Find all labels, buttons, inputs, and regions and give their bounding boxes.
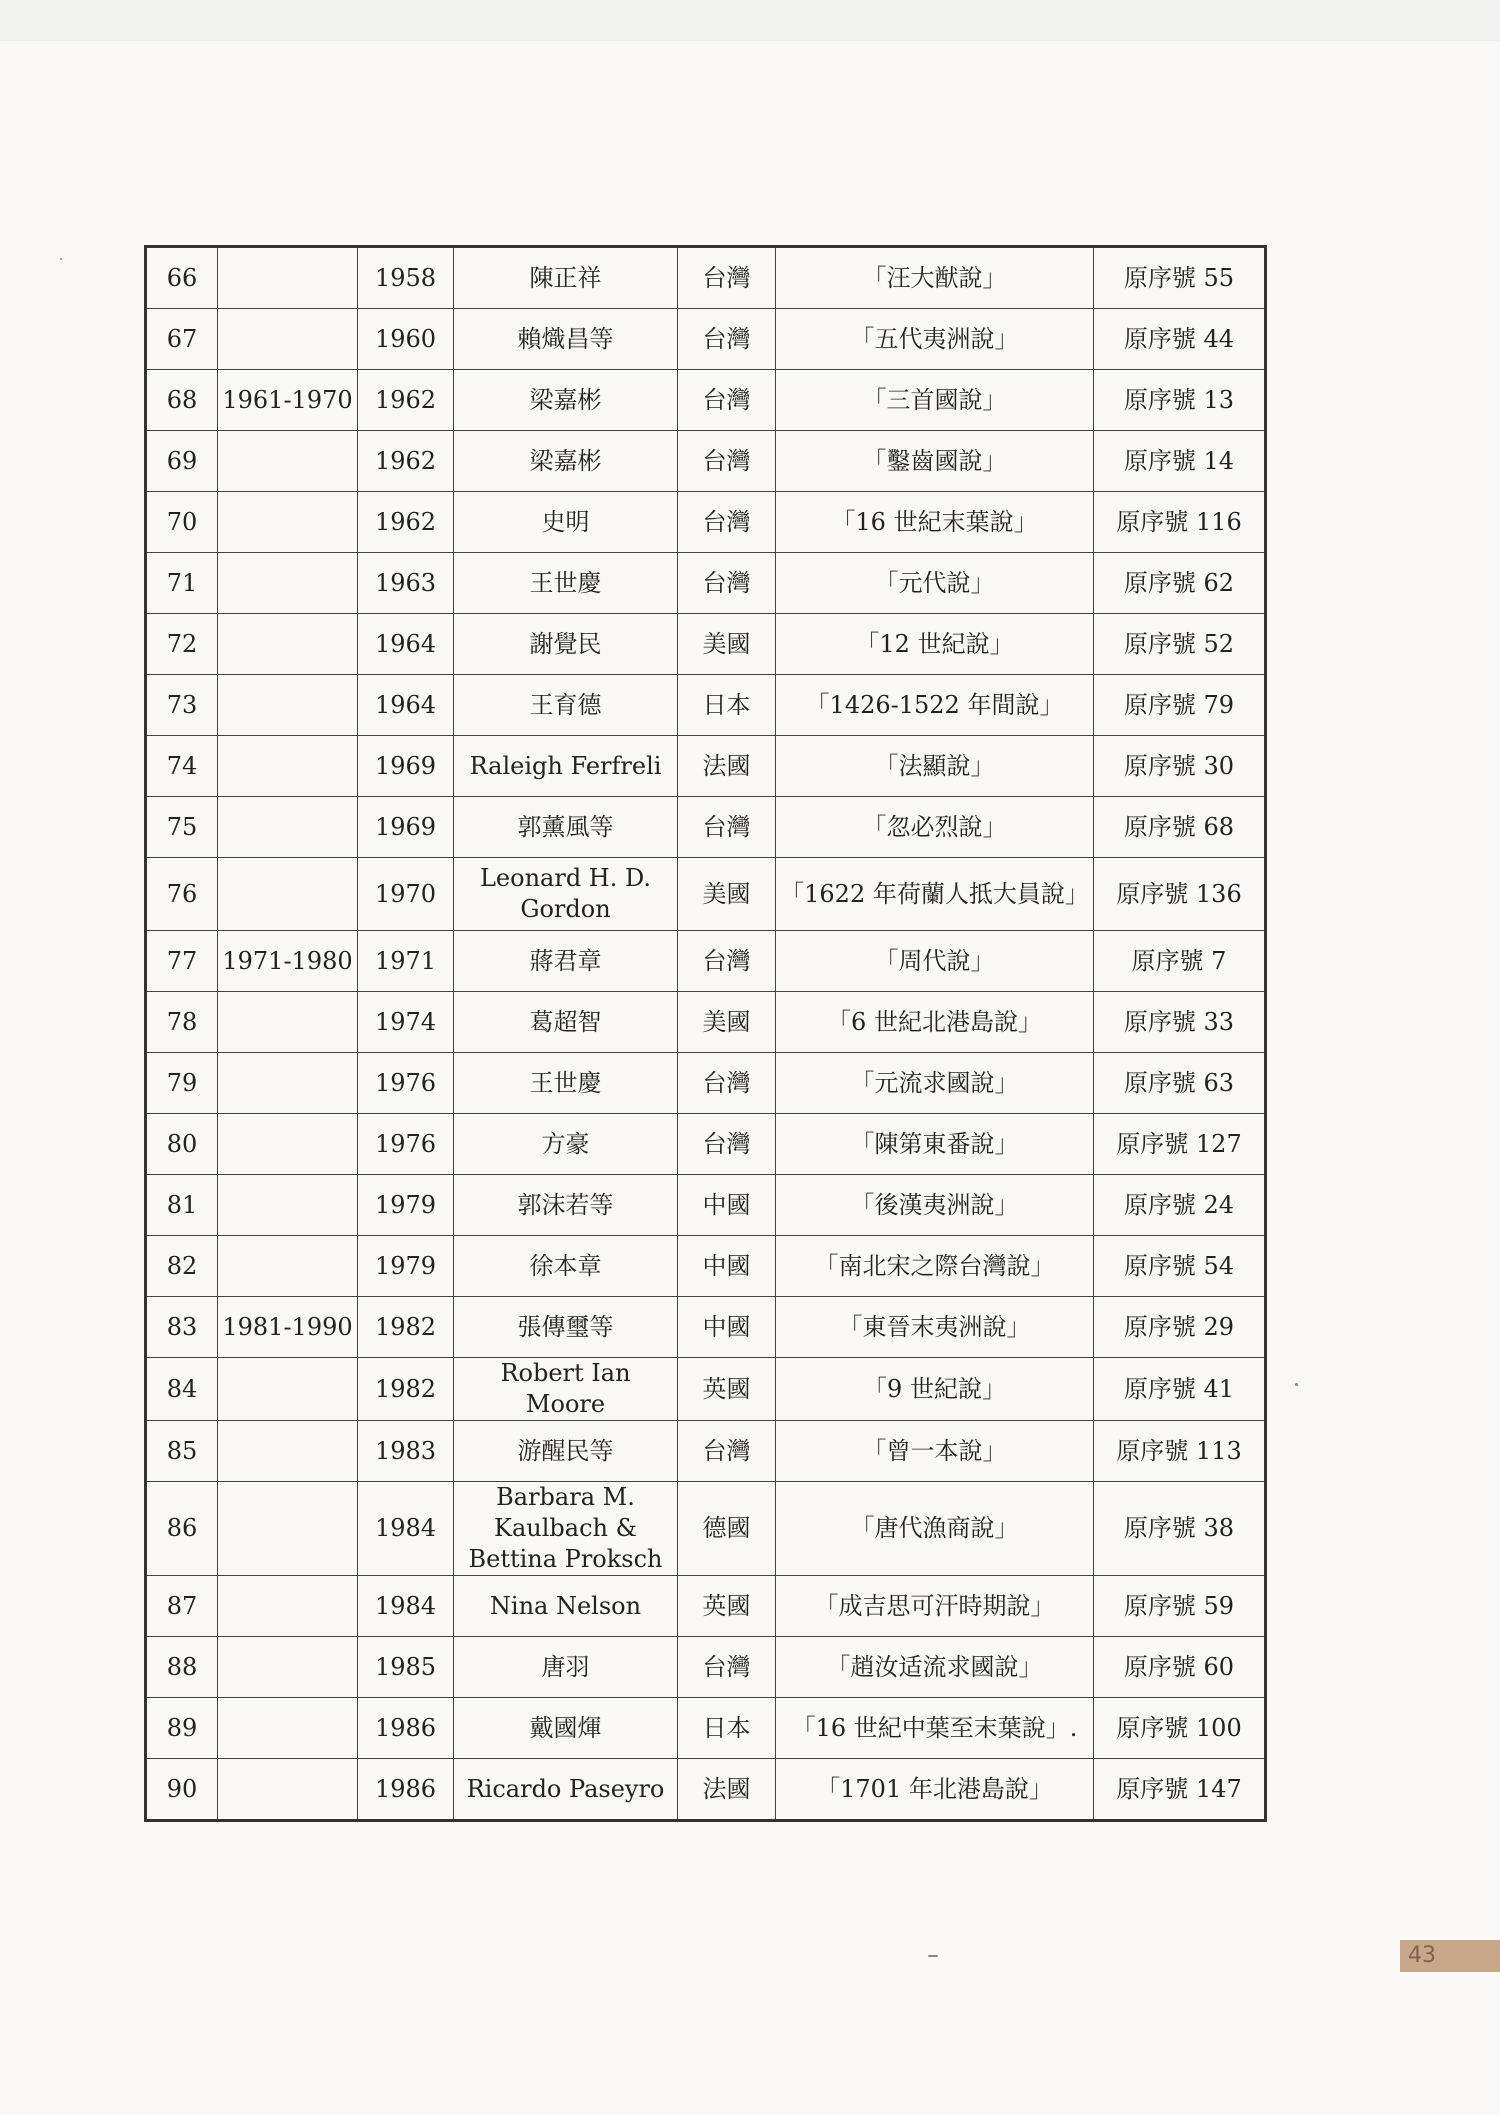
reference-cell: 原序號 44 bbox=[1094, 309, 1266, 370]
year-cell: 1986 bbox=[358, 1698, 454, 1759]
row-number-cell: 80 bbox=[146, 1114, 218, 1175]
reference-cell: 原序號 52 bbox=[1094, 614, 1266, 675]
row-number-cell: 87 bbox=[146, 1576, 218, 1637]
country-cell: 德國 bbox=[678, 1482, 776, 1576]
country-cell: 中國 bbox=[678, 1175, 776, 1236]
decade-cell bbox=[218, 1637, 358, 1698]
row-number-cell: 82 bbox=[146, 1236, 218, 1297]
row-number-cell: 85 bbox=[146, 1421, 218, 1482]
row-number-cell: 90 bbox=[146, 1759, 218, 1821]
row-number-cell: 83 bbox=[146, 1297, 218, 1358]
reference-cell: 原序號 33 bbox=[1094, 992, 1266, 1053]
year-cell: 1960 bbox=[358, 309, 454, 370]
country-cell: 日本 bbox=[678, 675, 776, 736]
theory-cell: 「16 世紀中葉至末葉說」. bbox=[776, 1698, 1094, 1759]
reference-cell: 原序號 136 bbox=[1094, 858, 1266, 931]
author-cell: 徐本章 bbox=[454, 1236, 678, 1297]
year-cell: 1983 bbox=[358, 1421, 454, 1482]
reference-cell: 原序號 30 bbox=[1094, 736, 1266, 797]
decade-cell bbox=[218, 675, 358, 736]
theory-cell: 「曾一本說」 bbox=[776, 1421, 1094, 1482]
decade-cell: 1971-1980 bbox=[218, 931, 358, 992]
decade-cell bbox=[218, 431, 358, 492]
table-row bbox=[146, 992, 1266, 1053]
theory-cell: 「後漢夷洲說」 bbox=[776, 1175, 1094, 1236]
author-cell: 王育德 bbox=[454, 675, 678, 736]
row-number-cell: 67 bbox=[146, 309, 218, 370]
decade-cell bbox=[218, 553, 358, 614]
scan-speck bbox=[60, 258, 62, 260]
author-cell: 郭薰風等 bbox=[454, 797, 678, 858]
theory-cell: 「鑿齒國說」 bbox=[776, 431, 1094, 492]
row-number-cell: 79 bbox=[146, 1053, 218, 1114]
row-number-cell: 76 bbox=[146, 858, 218, 931]
theory-cell: 「16 世紀末葉說」 bbox=[776, 492, 1094, 553]
country-cell: 中國 bbox=[678, 1236, 776, 1297]
reference-cell: 原序號 116 bbox=[1094, 492, 1266, 553]
author-cell: 謝覺民 bbox=[454, 614, 678, 675]
theory-cell: 「趙汝适流求國說」 bbox=[776, 1637, 1094, 1698]
country-cell: 英國 bbox=[678, 1358, 776, 1421]
table-row bbox=[146, 1759, 1266, 1821]
country-cell: 中國 bbox=[678, 1297, 776, 1358]
row-number-cell: 78 bbox=[146, 992, 218, 1053]
author-cell: 張傳璽等 bbox=[454, 1297, 678, 1358]
row-number-cell: 86 bbox=[146, 1482, 218, 1576]
row-number-cell: 68 bbox=[146, 370, 218, 431]
author-cell: 陳正祥 bbox=[454, 247, 678, 309]
table-row bbox=[146, 1297, 1266, 1358]
table-row bbox=[146, 797, 1266, 858]
year-cell: 1984 bbox=[358, 1576, 454, 1637]
row-number-cell: 77 bbox=[146, 931, 218, 992]
country-cell: 台灣 bbox=[678, 553, 776, 614]
theory-cell: 「周代說」 bbox=[776, 931, 1094, 992]
table-row bbox=[146, 431, 1266, 492]
reference-cell: 原序號 68 bbox=[1094, 797, 1266, 858]
author-cell: 王世慶 bbox=[454, 553, 678, 614]
decade-cell bbox=[218, 1482, 358, 1576]
reference-cell: 原序號 55 bbox=[1094, 247, 1266, 309]
reference-cell: 原序號 7 bbox=[1094, 931, 1266, 992]
decade-cell: 1961-1970 bbox=[218, 370, 358, 431]
table-row bbox=[146, 736, 1266, 797]
decade-cell bbox=[218, 492, 358, 553]
theory-cell: 「1622 年荷蘭人抵大員說」 bbox=[776, 858, 1094, 931]
theory-cell: 「1426-1522 年間說」 bbox=[776, 675, 1094, 736]
scan-speck bbox=[1295, 1383, 1298, 1386]
decade-cell bbox=[218, 1175, 358, 1236]
decade-cell bbox=[218, 1114, 358, 1175]
table-row bbox=[146, 1698, 1266, 1759]
year-cell: 1976 bbox=[358, 1114, 454, 1175]
country-cell: 台灣 bbox=[678, 492, 776, 553]
author-cell: 蔣君章 bbox=[454, 931, 678, 992]
table-body bbox=[146, 247, 1266, 1821]
table-row bbox=[146, 1175, 1266, 1236]
year-cell: 1985 bbox=[358, 1637, 454, 1698]
reference-cell: 原序號 59 bbox=[1094, 1576, 1266, 1637]
page-number: 43 bbox=[1400, 1940, 1500, 1972]
reference-cell: 原序號 147 bbox=[1094, 1759, 1266, 1821]
author-cell: 葛超智 bbox=[454, 992, 678, 1053]
year-cell: 1969 bbox=[358, 736, 454, 797]
country-cell: 台灣 bbox=[678, 247, 776, 309]
decade-cell bbox=[218, 247, 358, 309]
scan-speck bbox=[928, 1955, 938, 1957]
year-cell: 1979 bbox=[358, 1175, 454, 1236]
country-cell: 台灣 bbox=[678, 1114, 776, 1175]
author-cell: 游醒民等 bbox=[454, 1421, 678, 1482]
author-cell: 史明 bbox=[454, 492, 678, 553]
decade-cell bbox=[218, 992, 358, 1053]
theory-cell: 「唐代漁商說」 bbox=[776, 1482, 1094, 1576]
author-cell: Robert Ian Moore bbox=[454, 1358, 678, 1421]
table-row bbox=[146, 1358, 1266, 1421]
country-cell: 台灣 bbox=[678, 797, 776, 858]
year-cell: 1962 bbox=[358, 370, 454, 431]
author-cell: Nina Nelson bbox=[454, 1576, 678, 1637]
year-cell: 1976 bbox=[358, 1053, 454, 1114]
theory-cell: 「元代說」 bbox=[776, 553, 1094, 614]
decade-cell: 1981-1990 bbox=[218, 1297, 358, 1358]
year-cell: 1984 bbox=[358, 1482, 454, 1576]
reference-cell: 原序號 29 bbox=[1094, 1297, 1266, 1358]
year-cell: 1969 bbox=[358, 797, 454, 858]
year-cell: 1970 bbox=[358, 858, 454, 931]
year-cell: 1962 bbox=[358, 492, 454, 553]
decade-cell bbox=[218, 614, 358, 675]
author-cell: 王世慶 bbox=[454, 1053, 678, 1114]
table-row bbox=[146, 492, 1266, 553]
row-number-cell: 88 bbox=[146, 1637, 218, 1698]
theory-cell: 「12 世紀說」 bbox=[776, 614, 1094, 675]
year-cell: 1971 bbox=[358, 931, 454, 992]
country-cell: 美國 bbox=[678, 992, 776, 1053]
table-row bbox=[146, 858, 1266, 931]
author-cell: 賴熾昌等 bbox=[454, 309, 678, 370]
country-cell: 台灣 bbox=[678, 370, 776, 431]
reference-cell: 原序號 127 bbox=[1094, 1114, 1266, 1175]
table-row bbox=[146, 1421, 1266, 1482]
author-cell: 梁嘉彬 bbox=[454, 431, 678, 492]
table-row bbox=[146, 1114, 1266, 1175]
scan-top-strip bbox=[0, 0, 1500, 41]
row-number-cell: 81 bbox=[146, 1175, 218, 1236]
theory-cell: 「1701 年北港島說」 bbox=[776, 1759, 1094, 1821]
reference-cell: 原序號 41 bbox=[1094, 1358, 1266, 1421]
author-cell: 梁嘉彬 bbox=[454, 370, 678, 431]
reference-cell: 原序號 38 bbox=[1094, 1482, 1266, 1576]
theory-cell: 「陳第東番說」 bbox=[776, 1114, 1094, 1175]
reference-cell: 原序號 14 bbox=[1094, 431, 1266, 492]
decade-cell bbox=[218, 1698, 358, 1759]
table-row bbox=[146, 675, 1266, 736]
reference-cell: 原序號 63 bbox=[1094, 1053, 1266, 1114]
row-number-cell: 71 bbox=[146, 553, 218, 614]
author-cell: 唐羽 bbox=[454, 1637, 678, 1698]
year-cell: 1986 bbox=[358, 1759, 454, 1821]
table-row bbox=[146, 309, 1266, 370]
theory-cell: 「三首國說」 bbox=[776, 370, 1094, 431]
reference-cell: 原序號 62 bbox=[1094, 553, 1266, 614]
author-cell: 戴國煇 bbox=[454, 1698, 678, 1759]
author-cell: Raleigh Ferfreli bbox=[454, 736, 678, 797]
country-cell: 台灣 bbox=[678, 1053, 776, 1114]
reference-cell: 原序號 100 bbox=[1094, 1698, 1266, 1759]
table-row bbox=[146, 1576, 1266, 1637]
row-number-cell: 73 bbox=[146, 675, 218, 736]
row-number-cell: 75 bbox=[146, 797, 218, 858]
year-cell: 1982 bbox=[358, 1297, 454, 1358]
country-cell: 台灣 bbox=[678, 1421, 776, 1482]
row-number-cell: 70 bbox=[146, 492, 218, 553]
decade-cell bbox=[218, 1421, 358, 1482]
country-cell: 美國 bbox=[678, 858, 776, 931]
theory-cell: 「南北宋之際台灣說」 bbox=[776, 1236, 1094, 1297]
author-cell: Barbara M. Kaulbach & Bettina Proksch bbox=[454, 1482, 678, 1576]
year-cell: 1964 bbox=[358, 675, 454, 736]
year-cell: 1958 bbox=[358, 247, 454, 309]
reference-cell: 原序號 79 bbox=[1094, 675, 1266, 736]
theory-cell: 「東晉末夷洲說」 bbox=[776, 1297, 1094, 1358]
year-cell: 1964 bbox=[358, 614, 454, 675]
author-cell: 方豪 bbox=[454, 1114, 678, 1175]
reference-cell: 原序號 113 bbox=[1094, 1421, 1266, 1482]
table-row bbox=[146, 614, 1266, 675]
country-cell: 台灣 bbox=[678, 1637, 776, 1698]
country-cell: 美國 bbox=[678, 614, 776, 675]
country-cell: 法國 bbox=[678, 1759, 776, 1821]
author-cell: Ricardo Paseyro bbox=[454, 1759, 678, 1821]
decade-cell bbox=[218, 1053, 358, 1114]
theory-cell: 「忽必烈說」 bbox=[776, 797, 1094, 858]
row-number-cell: 74 bbox=[146, 736, 218, 797]
row-number-cell: 69 bbox=[146, 431, 218, 492]
author-cell: 郭沫若等 bbox=[454, 1175, 678, 1236]
year-cell: 1974 bbox=[358, 992, 454, 1053]
country-cell: 法國 bbox=[678, 736, 776, 797]
theory-cell: 「成吉思可汗時期說」 bbox=[776, 1576, 1094, 1637]
year-cell: 1962 bbox=[358, 431, 454, 492]
country-cell: 英國 bbox=[678, 1576, 776, 1637]
row-number-cell: 84 bbox=[146, 1358, 218, 1421]
table-row bbox=[146, 1053, 1266, 1114]
theory-cell: 「6 世紀北港島說」 bbox=[776, 992, 1094, 1053]
table-row bbox=[146, 370, 1266, 431]
row-number-cell: 66 bbox=[146, 247, 218, 309]
reference-cell: 原序號 54 bbox=[1094, 1236, 1266, 1297]
decade-cell bbox=[218, 1576, 358, 1637]
decade-cell bbox=[218, 797, 358, 858]
decade-cell bbox=[218, 309, 358, 370]
theory-cell: 「汪大猷說」 bbox=[776, 247, 1094, 309]
decade-cell bbox=[218, 858, 358, 931]
theory-cell: 「元流求國說」 bbox=[776, 1053, 1094, 1114]
author-cell: Leonard H. D. Gordon bbox=[454, 858, 678, 931]
reference-cell: 原序號 60 bbox=[1094, 1637, 1266, 1698]
table-row bbox=[146, 1236, 1266, 1297]
table-row bbox=[146, 247, 1266, 309]
theory-cell: 「法顯說」 bbox=[776, 736, 1094, 797]
decade-cell bbox=[218, 1358, 358, 1421]
theory-cell: 「五代夷洲說」 bbox=[776, 309, 1094, 370]
decade-cell bbox=[218, 1759, 358, 1821]
year-cell: 1982 bbox=[358, 1358, 454, 1421]
decade-cell bbox=[218, 736, 358, 797]
table-row bbox=[146, 553, 1266, 614]
data-table bbox=[144, 245, 1267, 1822]
country-cell: 日本 bbox=[678, 1698, 776, 1759]
country-cell: 台灣 bbox=[678, 931, 776, 992]
country-cell: 台灣 bbox=[678, 431, 776, 492]
table-row bbox=[146, 1482, 1266, 1576]
year-cell: 1979 bbox=[358, 1236, 454, 1297]
reference-cell: 原序號 13 bbox=[1094, 370, 1266, 431]
country-cell: 台灣 bbox=[678, 309, 776, 370]
row-number-cell: 72 bbox=[146, 614, 218, 675]
decade-cell bbox=[218, 1236, 358, 1297]
row-number-cell: 89 bbox=[146, 1698, 218, 1759]
table-row bbox=[146, 931, 1266, 992]
theory-cell: 「9 世紀說」 bbox=[776, 1358, 1094, 1421]
year-cell: 1963 bbox=[358, 553, 454, 614]
table-row bbox=[146, 1637, 1266, 1698]
reference-cell: 原序號 24 bbox=[1094, 1175, 1266, 1236]
